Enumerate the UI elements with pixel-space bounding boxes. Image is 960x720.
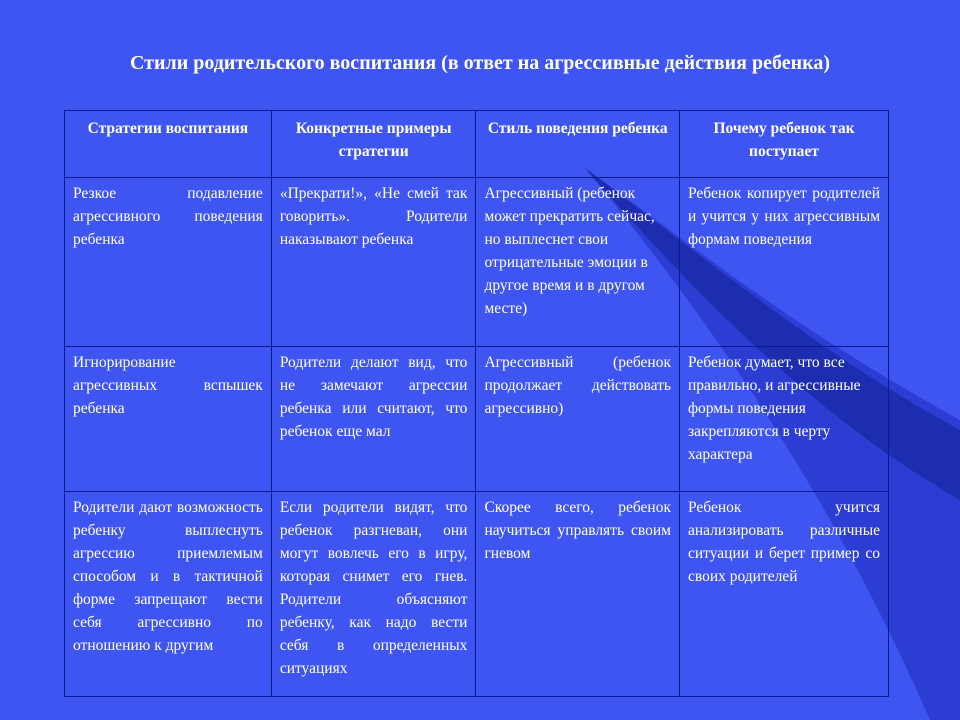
header-examples: Конкретные примеры стратегии	[271, 111, 476, 178]
parenting-styles-table	[64, 110, 889, 697]
table-cell: Ребенок учится анализировать различные ситуации и берет пример со своих родителей	[679, 492, 888, 697]
table-cell: Резкое подавление агрессивного поведения ребенка	[65, 178, 272, 347]
header-child-style: Стиль поведения ребенка	[476, 111, 680, 178]
table-cell: Скорее всего, ребенок научиться управлять своим гневом	[476, 492, 680, 697]
table-cell: Родители делают вид, что не замечают агрессии ребенка или считают, что ребенок еще мал	[271, 347, 476, 492]
header-strategies: Стратегии воспитания	[65, 111, 272, 178]
table-row	[65, 347, 889, 492]
table-cell: Агрессивный (ребенок продолжает действовать агрессивно)	[476, 347, 680, 492]
header-why: Почему ребенок так поступает	[679, 111, 888, 178]
table-cell: Агрессивный (ребенок может прекратить сейчас, но выплеснет свои отрицательные эмоции в другое время и в другом месте)	[476, 178, 680, 347]
table-cell: Игнорирование агрессивных вспышек ребенка	[65, 347, 272, 492]
table-cell: Если родители видят, что ребенок разгневан, они могут вовлечь его в игру, которая снимет его гнев. Родители объясняют ребенку, как надо вести себя в определенных ситуациях	[271, 492, 476, 697]
table-cell: Ребенок думает, что все правильно, и агрессивные формы поведения закрепляются в черту характера	[679, 347, 888, 492]
table-cell: Родители дают возможность ребенку выплеснуть агрессию приемлемым способом и в тактичной форме запрещают вести себя агрессивно по отношению к другим	[65, 492, 272, 697]
table-cell: Ребенок копирует родителей и учится у них агрессивным формам поведения	[679, 178, 888, 347]
slide-title: Стили родительского воспитания (в ответ на агрессивные действия ребенка)	[129, 52, 831, 74]
table-header-row	[65, 111, 889, 178]
table-cell: «Прекрати!», «Не смей так говорить». Родители наказывают ребенка	[271, 178, 476, 347]
table-row	[65, 178, 889, 347]
table-row	[65, 492, 889, 697]
